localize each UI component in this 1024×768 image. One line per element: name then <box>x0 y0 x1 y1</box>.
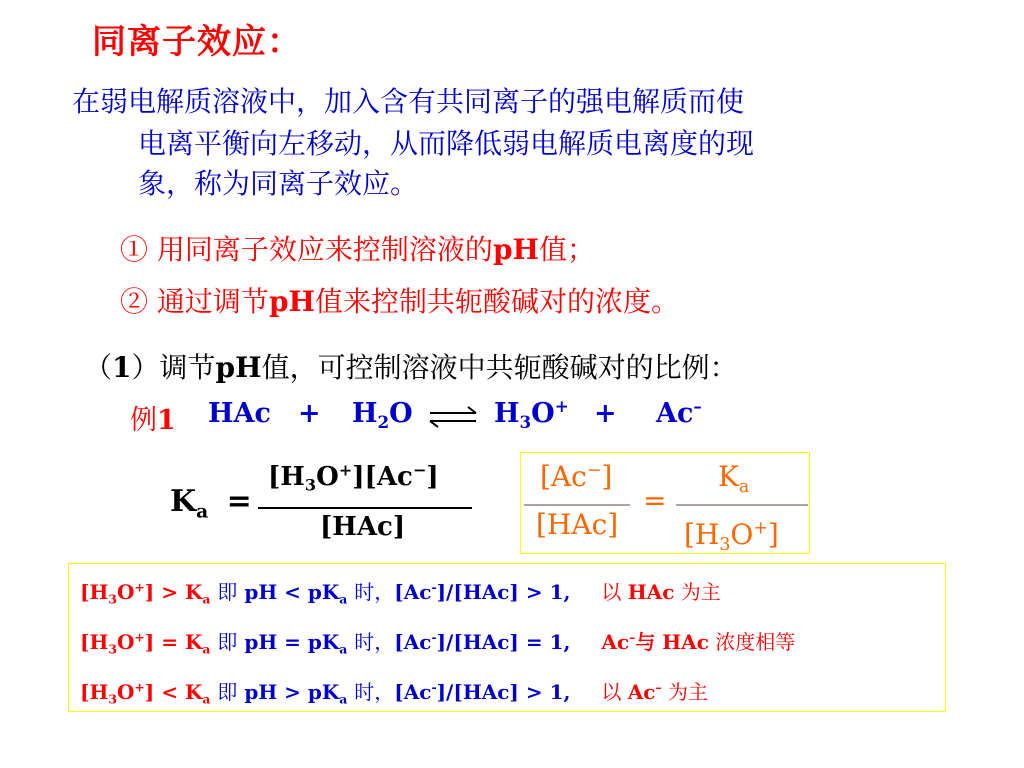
ratio-hydronium: $[H_3O^+]$ <box>684 518 779 556</box>
plus-sign-2: + <box>594 398 617 429</box>
definition-line-1: 在弱电解质溶液中，加入含有共同离子的强电解质而使 <box>72 85 745 118</box>
definition-line-2: 电离平衡向左移动，从而降低弱电解质电离度的现 <box>138 127 755 160</box>
use-item-2-ph: pH <box>268 285 315 318</box>
use-item-1-ph: pH <box>492 233 539 266</box>
use-item-1-number: ① <box>120 233 149 266</box>
ka-fraction-bar <box>258 507 472 509</box>
reactant-water: $H_2O$ <box>352 398 413 432</box>
ka-symbol: $K_a$ = <box>170 484 252 523</box>
condition-row-3: $[H_3O^+] < K_a$ 即 pH > $pK_a$ 时，[Ac-]/[HAc] > 1, 以 Ac– 为主 <box>80 679 709 707</box>
section-1-paren-open: （ <box>84 351 113 384</box>
ratio-fraction-bar-left <box>524 504 630 506</box>
section-1-ph: pH <box>215 351 262 384</box>
use-item-1 <box>120 228 595 268</box>
slide-title: 同离子效应： <box>92 22 302 62</box>
use-item-2-text-a: 通过调节 <box>156 285 269 318</box>
ratio-numerator: [Ac−] <box>540 460 613 493</box>
section-1-text-b: 值，可控制溶液中共轭酸碱对的比例： <box>261 351 738 384</box>
product-hydronium: $H_3O^+$ <box>494 395 569 432</box>
use-item-2-text-b: 值来控制共轭酸碱对的浓度。 <box>314 285 679 318</box>
section-1-number: 1 <box>112 351 132 384</box>
ratio-ka: $K_a$ <box>718 460 750 498</box>
ratio-fraction-bar-right <box>676 504 808 506</box>
use-item-1-text-b: 值； <box>538 233 595 266</box>
plus-sign-1: + <box>298 398 321 429</box>
ratio-equals: = <box>643 484 667 517</box>
ka-numerator: $[H_3O^+][Ac^-]$ <box>268 460 439 495</box>
equilibrium-arrows-icon <box>428 402 480 432</box>
reactant-hac: HAc <box>208 398 271 429</box>
use-item-2 <box>120 280 679 320</box>
example-label: 例1 <box>130 405 176 436</box>
definition-line-3: 象，称为同离子效应。 <box>138 167 419 200</box>
use-item-2-number: ② <box>120 285 149 318</box>
ka-denominator: [HAc] <box>320 512 406 542</box>
condition-row-1: $[H_3O^+] > K_a$ 即 pH < $pK_a$ 时，[Ac-]/[HAc] > 1, 以 HAc 为主 <box>80 579 721 607</box>
ratio-denominator: [HAc] <box>536 508 619 541</box>
section-1-heading <box>84 346 738 386</box>
condition-row-2: $[H_3O^+] = K_a$ 即 pH = $pK_a$ 时，[Ac-]/[HAc] = 1, Ac–与 HAc 浓度相等 <box>80 629 796 657</box>
use-item-1-text-a: 用同离子效应来控制溶液的 <box>156 233 493 266</box>
product-acetate: Ac– <box>656 395 702 429</box>
section-1-text-a: 调节 <box>159 351 216 384</box>
section-1-paren-close: ） <box>131 351 160 384</box>
